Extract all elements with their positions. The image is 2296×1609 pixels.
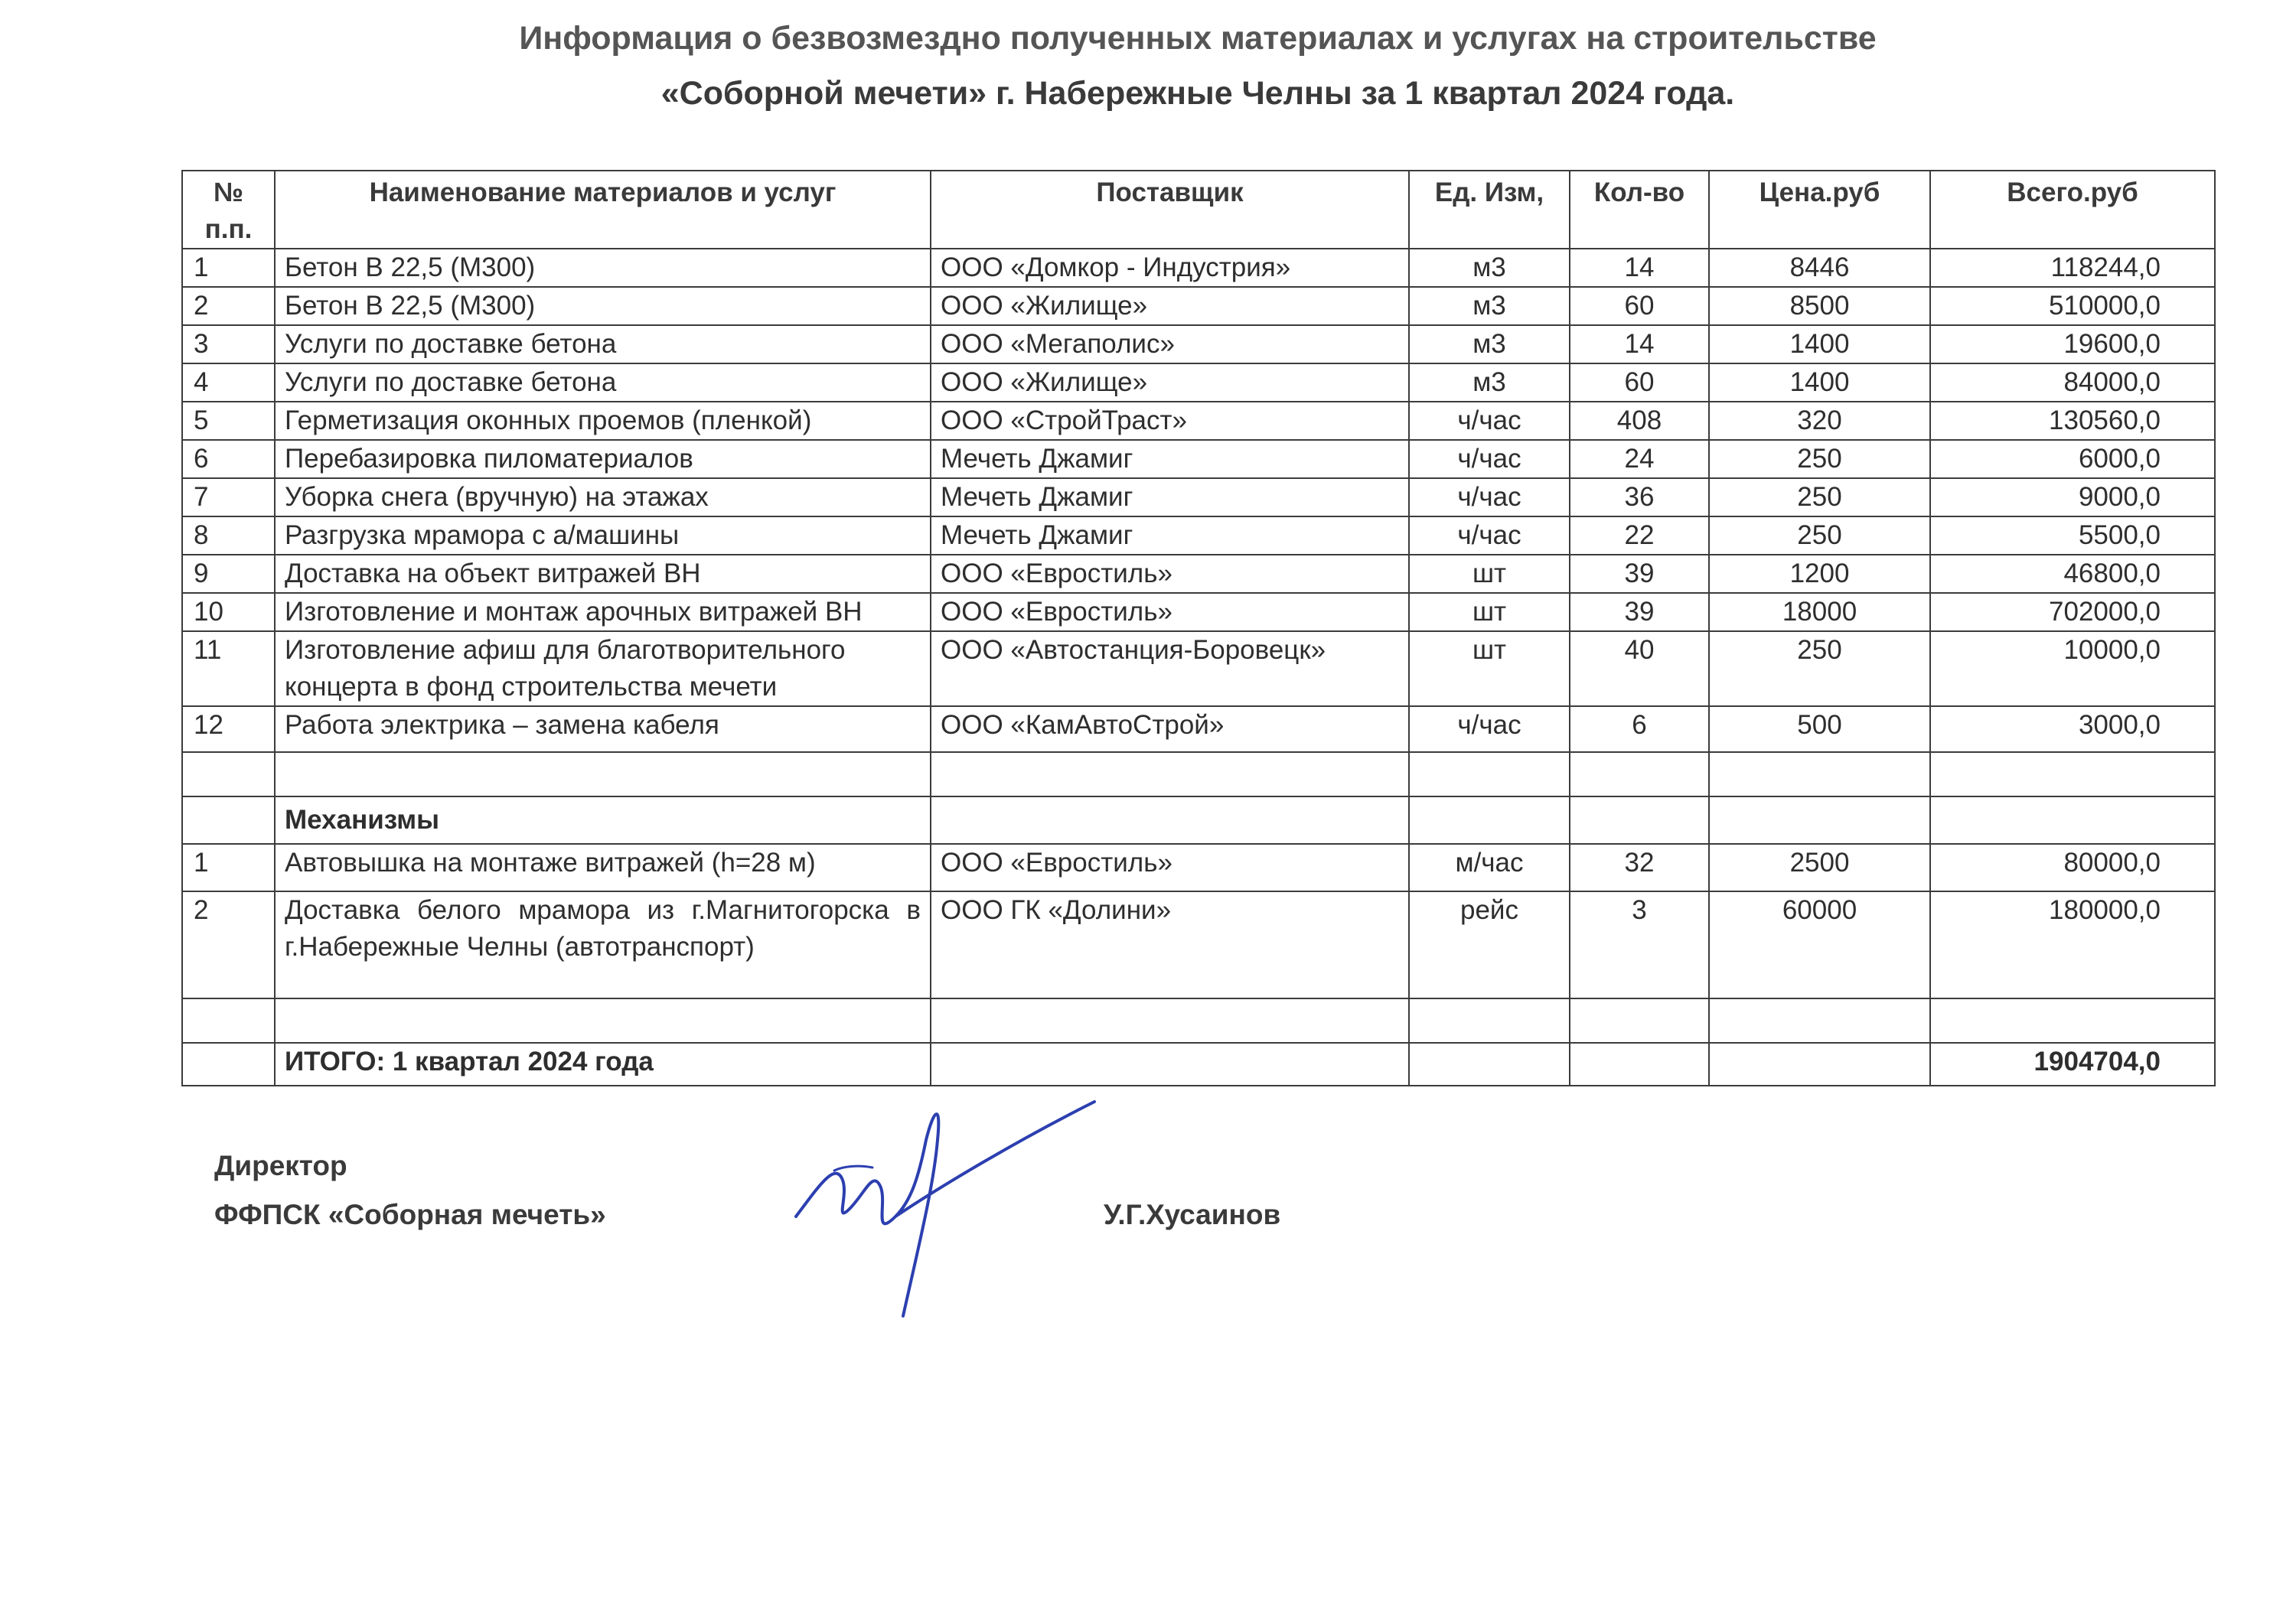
- cell-name: Услуги по доставке бетона: [275, 363, 931, 402]
- cell-num: 11: [182, 631, 275, 706]
- table-row: [182, 555, 2215, 593]
- empty-row: [182, 752, 2215, 796]
- cell-num: 2: [182, 287, 275, 325]
- cell-supplier: Мечеть Джамиг: [931, 440, 1409, 478]
- title-line-2: «Соборной мечети» г. Набережные Челны за 1 квартал 2024 года.: [660, 75, 1735, 112]
- cell-total: 3000,0: [1930, 706, 2215, 752]
- cell-supplier: ООО ГК «Долини»: [931, 891, 1409, 998]
- cell-qty: 24: [1570, 440, 1709, 478]
- cell-unit: м3: [1409, 249, 1570, 287]
- cell-unit: м3: [1409, 287, 1570, 325]
- header-supplier: Поставщик: [931, 171, 1409, 249]
- cell-unit: шт: [1409, 631, 1570, 706]
- cell-qty: 408: [1570, 402, 1709, 440]
- table-row: [182, 516, 2215, 555]
- table-row: [182, 287, 2215, 325]
- cell-price: 250: [1709, 478, 1930, 516]
- cell-unit: ч/час: [1409, 706, 1570, 752]
- title-line-1: Информация о безвозмездно полученных материалах и услугах на строительстве: [519, 20, 1877, 57]
- cell-num: 4: [182, 363, 275, 402]
- cell-supplier: ООО «Домкор - Индустрия»: [931, 249, 1409, 287]
- cell-name: Перебазировка пиломатериалов: [275, 440, 931, 478]
- cell-total: 510000,0: [1930, 287, 2215, 325]
- cell-price: 60000: [1709, 891, 1930, 998]
- cell-supplier: ООО «Евростиль»: [931, 593, 1409, 631]
- table-header-row: [182, 171, 2215, 249]
- cell-total: 702000,0: [1930, 593, 2215, 631]
- cell-total: 84000,0: [1930, 363, 2215, 402]
- cell-price: 8500: [1709, 287, 1930, 325]
- cell-unit: м3: [1409, 325, 1570, 363]
- signature-block: [214, 1142, 606, 1239]
- organization-name: ФФПСК «Соборная мечеть»: [214, 1199, 606, 1230]
- cell-price: 500: [1709, 706, 1930, 752]
- cell-unit: шт: [1409, 555, 1570, 593]
- cell-unit: м3: [1409, 363, 1570, 402]
- cell-price: 1200: [1709, 555, 1930, 593]
- cell-num: 1: [182, 249, 275, 287]
- cell-price: 250: [1709, 516, 1930, 555]
- cell-name: Услуги по доставке бетона: [275, 325, 931, 363]
- cell-num: 8: [182, 516, 275, 555]
- cell-total: 46800,0: [1930, 555, 2215, 593]
- cell-total: 80000,0: [1930, 844, 2215, 891]
- cell-total: 130560,0: [1930, 402, 2215, 440]
- cell-unit: ч/час: [1409, 440, 1570, 478]
- cell-name: Изготовление афиш для благотворительного концерта в фонд строительства мечети: [275, 631, 931, 706]
- table-row: [182, 402, 2215, 440]
- cell-name: Герметизация оконных проемов (пленкой): [275, 402, 931, 440]
- cell-price: 2500: [1709, 844, 1930, 891]
- cell-unit: рейс: [1409, 891, 1570, 998]
- cell-price: 250: [1709, 440, 1930, 478]
- cell-num: 2: [182, 891, 275, 998]
- cell-supplier: ООО «Евростиль»: [931, 555, 1409, 593]
- cell-num: 9: [182, 555, 275, 593]
- cell-num: 3: [182, 325, 275, 363]
- mechanisms-heading-row: [182, 796, 2215, 844]
- cell-unit: ч/час: [1409, 516, 1570, 555]
- header-qty: Кол-во: [1570, 171, 1709, 249]
- total-label: ИТОГО: 1 квартал 2024 года: [275, 1043, 931, 1086]
- cell-supplier: ООО «Жилище»: [931, 287, 1409, 325]
- cell-name: Бетон В 22,5 (М300): [275, 287, 931, 325]
- cell-num: 12: [182, 706, 275, 752]
- header-num: № п.п.: [182, 171, 275, 249]
- cell-qty: 14: [1570, 249, 1709, 287]
- cell-supplier: Мечеть Джамиг: [931, 478, 1409, 516]
- cell-num: 10: [182, 593, 275, 631]
- table-row: [182, 593, 2215, 631]
- cell-qty: 14: [1570, 325, 1709, 363]
- table-row: [182, 631, 2215, 706]
- cell-num: 5: [182, 402, 275, 440]
- cell-price: 8446: [1709, 249, 1930, 287]
- cell-qty: 36: [1570, 478, 1709, 516]
- cell-unit: ч/час: [1409, 402, 1570, 440]
- table-row: [182, 891, 2215, 998]
- cell-name: Доставка на объект витражей ВН: [275, 555, 931, 593]
- materials-table: [181, 170, 2216, 1086]
- cell-qty: 60: [1570, 363, 1709, 402]
- cell-price: 1400: [1709, 325, 1930, 363]
- cell-name: Автовышка на монтаже витражей (h=28 м): [275, 844, 931, 891]
- table-row: [182, 363, 2215, 402]
- cell-supplier: ООО «Евростиль»: [931, 844, 1409, 891]
- cell-price: 320: [1709, 402, 1930, 440]
- cell-supplier: Мечеть Джамиг: [931, 516, 1409, 555]
- cell-num: 6: [182, 440, 275, 478]
- cell-name: Доставка белого мрамора из г.Магнитогорска в г.Набережные Челны (автотранспорт): [275, 891, 931, 998]
- cell-total: 9000,0: [1930, 478, 2215, 516]
- document-title: [0, 11, 2296, 121]
- total-value: 1904704,0: [1930, 1043, 2215, 1086]
- cell-name: Уборка снега (вручную) на этажах: [275, 478, 931, 516]
- cell-total: 6000,0: [1930, 440, 2215, 478]
- cell-total: 10000,0: [1930, 631, 2215, 706]
- table-row: [182, 706, 2215, 752]
- cell-total: 180000,0: [1930, 891, 2215, 998]
- handwritten-signature: [788, 1094, 1110, 1339]
- cell-unit: ч/час: [1409, 478, 1570, 516]
- cell-price: 18000: [1709, 593, 1930, 631]
- cell-unit: м/час: [1409, 844, 1570, 891]
- cell-qty: 39: [1570, 555, 1709, 593]
- cell-supplier: ООО «СтройТраст»: [931, 402, 1409, 440]
- table-row: [182, 249, 2215, 287]
- cell-name: Бетон В 22,5 (М300): [275, 249, 931, 287]
- cell-name: Работа электрика – замена кабеля: [275, 706, 931, 752]
- cell-qty: 32: [1570, 844, 1709, 891]
- header-name: Наименование материалов и услуг: [275, 171, 931, 249]
- cell-supplier: ООО «Жилище»: [931, 363, 1409, 402]
- cell-unit: шт: [1409, 593, 1570, 631]
- cell-num: 7: [182, 478, 275, 516]
- cell-supplier: ООО «Автостанция-Боровецк»: [931, 631, 1409, 706]
- table-row: [182, 844, 2215, 891]
- empty-row: [182, 998, 2215, 1043]
- cell-price: 250: [1709, 631, 1930, 706]
- cell-name: Разгрузка мрамора с а/машины: [275, 516, 931, 555]
- table-row: [182, 440, 2215, 478]
- cell-supplier: ООО «Мегаполис»: [931, 325, 1409, 363]
- cell-qty: 3: [1570, 891, 1709, 998]
- cell-qty: 60: [1570, 287, 1709, 325]
- cell-price: 1400: [1709, 363, 1930, 402]
- cell-qty: 40: [1570, 631, 1709, 706]
- table-row: [182, 325, 2215, 363]
- total-row: [182, 1043, 2215, 1086]
- director-title: Директор: [214, 1150, 347, 1181]
- cell-total: 118244,0: [1930, 249, 2215, 287]
- cell-qty: 22: [1570, 516, 1709, 555]
- cell-name: Изготовление и монтаж арочных витражей ВН: [275, 593, 931, 631]
- cell-supplier: ООО «КамАвтоСтрой»: [931, 706, 1409, 752]
- header-price: Цена.руб: [1709, 171, 1930, 249]
- cell-qty: 39: [1570, 593, 1709, 631]
- table-row: [182, 478, 2215, 516]
- header-total: Всего.руб: [1930, 171, 2215, 249]
- cell-qty: 6: [1570, 706, 1709, 752]
- cell-total: 5500,0: [1930, 516, 2215, 555]
- cell-num: 1: [182, 844, 275, 891]
- signer-name: У.Г.Хусаинов: [1104, 1199, 1281, 1230]
- cell-total: 19600,0: [1930, 325, 2215, 363]
- mechanisms-heading: Механизмы: [275, 796, 931, 844]
- header-unit: Ед. Изм,: [1409, 171, 1570, 249]
